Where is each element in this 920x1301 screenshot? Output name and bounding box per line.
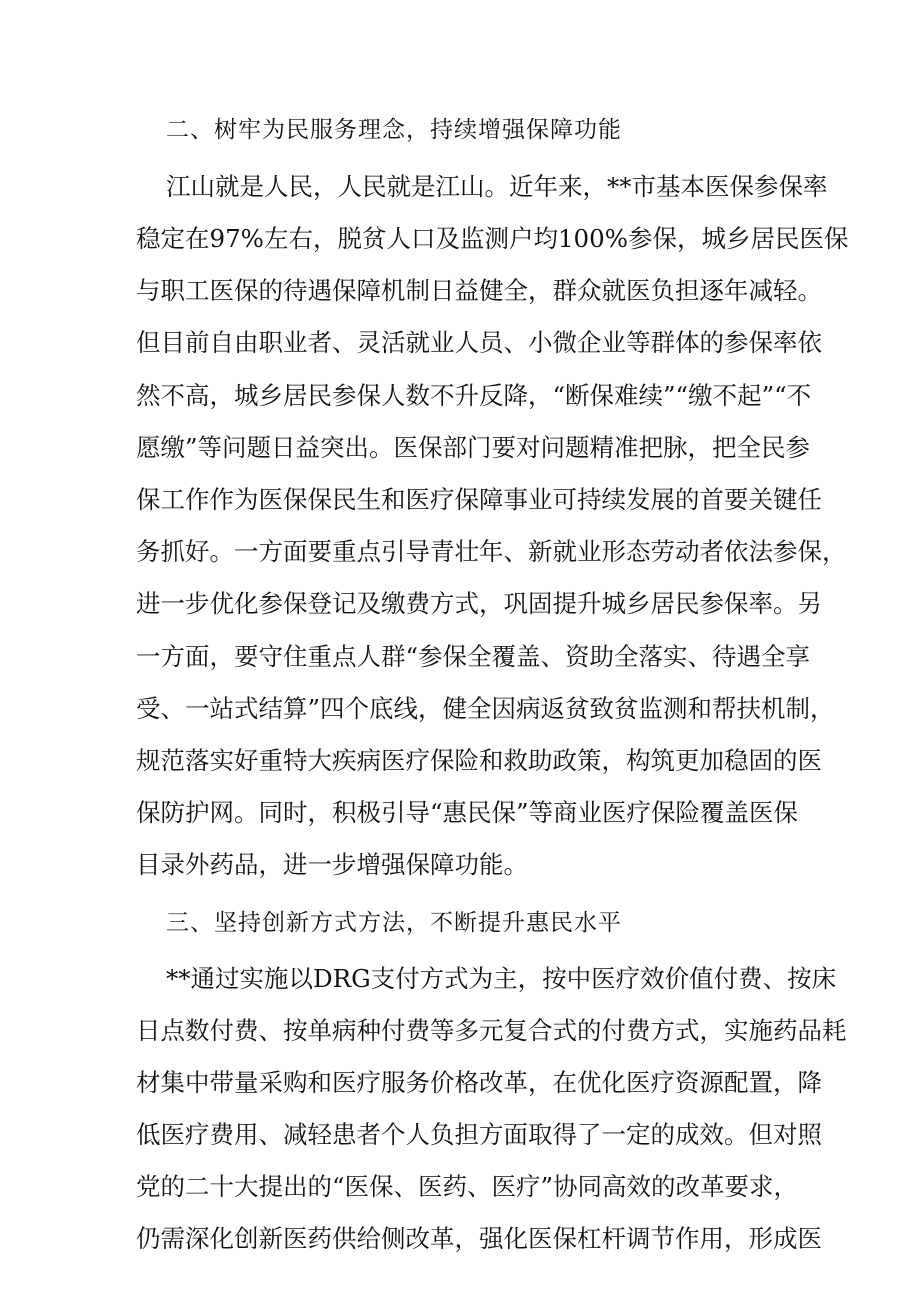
section-3-line-4: 低医疗费用、减轻患者个人负担方面取得了一定的成效。但对照 xyxy=(136,1120,822,1149)
section-2-line-2: 稳定在97%左右，脱贫人口及监测户均100%参保，城乡居民医保 xyxy=(136,224,849,253)
section-3-line-5: 党的二十大提出的“医保、医药、医疗”协同高效的改革要求， xyxy=(136,1172,799,1201)
section-2-line-8: 务抓好。一方面要重点引导青壮年、新就业形态劳动者依法参保， xyxy=(136,537,847,566)
section-2-line-12: 规范落实好重特大疾病医疗保险和救助政策，构筑更加稳固的医 xyxy=(136,746,822,775)
section-2-line-3: 与职工医保的待遇保障机制日益健全，群众就医负担逐年减轻。 xyxy=(136,276,822,305)
section-2-line-9: 进一步优化参保登记及缴费方式，巩固提升城乡居民参保率。另 xyxy=(136,589,822,618)
section-3-line-2: 日点数付费、按单病种付费等多元复合式的付费方式，实施药品耗 xyxy=(136,1016,847,1045)
section-3-line-1: **通过实施以DRG支付方式为主，按中医疗效价值付费、按床 xyxy=(166,964,837,993)
section-2-line-4: 但目前自由职业者、灵活就业人员、小微企业等群体的参保率依 xyxy=(136,328,822,357)
section-2-line-10: 一方面，要守住重点人群“参保全覆盖、资助全落实、待遇全享 xyxy=(136,642,811,671)
section-2-heading: 二、树牢为民服务理念，持续增强保障功能 xyxy=(166,117,622,143)
section-2-line-11: 受、一站式结算”四个底线，健全因病返贫致贫监测和帮扶机制， xyxy=(136,694,835,723)
section-2-line-13: 保防护网。同时，积极引导“惠民保”等商业医疗保险覆盖医保 xyxy=(136,798,799,827)
section-2-line-14: 目录外药品，进一步增强保障功能。 xyxy=(136,850,528,879)
section-2-line-7: 保工作作为医保保民生和医疗保障事业可持续发展的首要关键任 xyxy=(136,485,822,514)
section-3-line-6: 仍需深化创新医药供给侧改革，强化医保杠杆调节作用，形成医 xyxy=(136,1224,822,1253)
section-2-line-5: 然不高，城乡居民参保人数不升反降，“断保难续”“缴不起”“不 xyxy=(136,381,812,410)
section-3-heading: 三、坚持创新方式方法，不断提升惠民水平 xyxy=(166,910,622,936)
section-3-line-3: 材集中带量采购和医疗服务价格改革，在优化医疗资源配置，降 xyxy=(136,1068,822,1097)
section-2-line-6: 愿缴”等问题日益突出。医保部门要对问题精准把脉，把全民参 xyxy=(136,433,811,462)
section-2-line-1: 江山就是人民，人民就是江山。近年来，**市基本医保参保率 xyxy=(166,172,828,201)
